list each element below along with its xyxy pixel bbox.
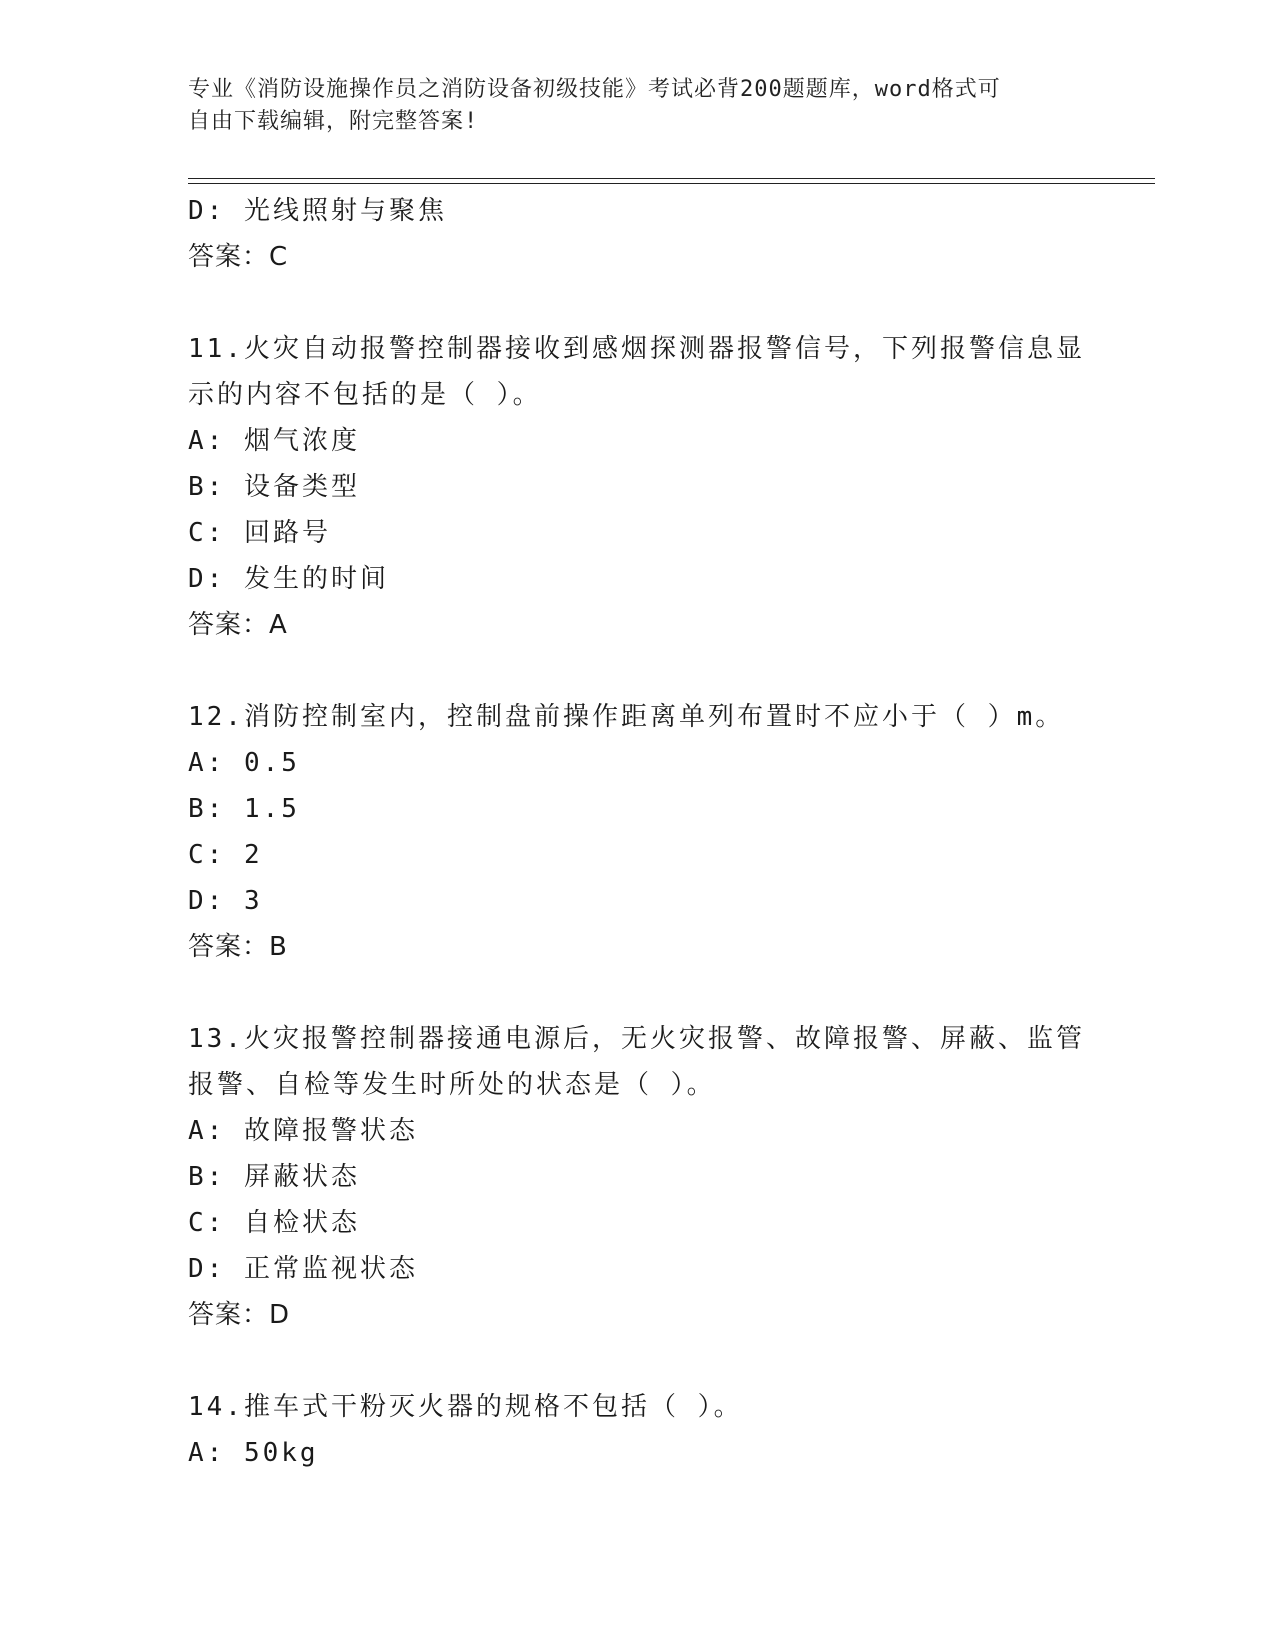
question-11-option-c: C: 回路号 [188, 518, 331, 548]
question-11-option-d: D: 发生的时间 [188, 564, 389, 594]
question-13-option-b: B: 屏蔽状态 [188, 1162, 360, 1192]
question-12-option-b: B: 1.5 [188, 794, 300, 824]
header-divider-top [188, 178, 1155, 179]
question-11-stem-line-1: 11.火灾自动报警控制器接收到感烟探测器报警信号，下列报警信息显 [188, 334, 1085, 364]
question-12-option-d: D: 3 [188, 886, 263, 916]
spacer [188, 280, 1088, 326]
question-12-option-c: C: 2 [188, 840, 263, 870]
document-body [188, 188, 1088, 1476]
spacer [188, 648, 1088, 694]
question-11-answer: 答案：A [188, 610, 288, 640]
question-11-option-b: B: 设备类型 [188, 472, 360, 502]
header-line-1: 专业《消防设施操作员之消防设备初级技能》考试必背200题题库，word格式可 [188, 77, 1001, 102]
question-14-option-a: A: 50kg [188, 1438, 319, 1468]
question-13-option-d: D: 正常监视状态 [188, 1254, 418, 1284]
question-12-answer: 答案：B [188, 932, 288, 962]
header-divider-bottom [188, 183, 1155, 184]
prev-option-d: D: 光线照射与聚焦 [188, 196, 447, 226]
question-12-option-a: A: 0.5 [188, 748, 300, 778]
question-13-stem-line-1: 13.火灾报警控制器接通电源后，无火灾报警、故障报警、屏蔽、监管 [188, 1024, 1085, 1054]
question-14-stem-line-1: 14.推车式干粉灭火器的规格不包括（ ）。 [188, 1392, 743, 1422]
question-11-stem-line-2: 示的内容不包括的是（ ）。 [188, 380, 542, 410]
document-header [188, 74, 1068, 138]
question-13-stem-line-2: 报警、自检等发生时所处的状态是（ ）。 [188, 1070, 716, 1100]
question-13-answer: 答案：D [188, 1300, 291, 1330]
question-11-option-a: A: 烟气浓度 [188, 426, 360, 456]
question-13-option-a: A: 故障报警状态 [188, 1116, 418, 1146]
header-line-2: 自由下载编辑，附完整答案! [188, 109, 479, 134]
spacer [188, 1338, 1088, 1384]
question-12-stem-line-1: 12.消防控制室内，控制盘前操作距离单列布置时不应小于（ ）m。 [188, 702, 1065, 732]
question-13-option-c: C: 自检状态 [188, 1208, 360, 1238]
prev-answer: 答案：C [188, 242, 289, 272]
spacer [188, 970, 1088, 1016]
